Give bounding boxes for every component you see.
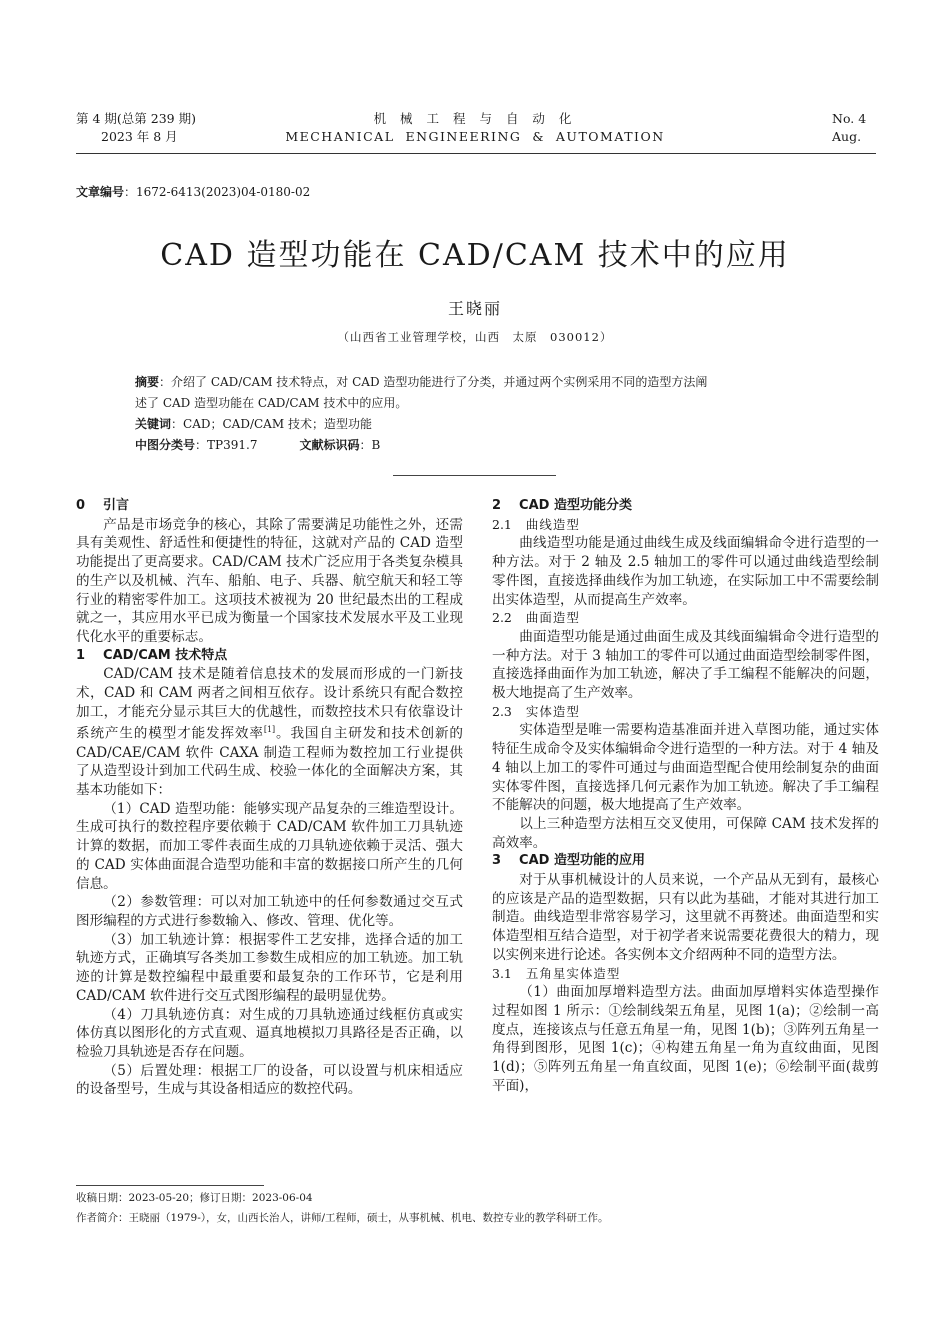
clc-label: 中图分类号 (135, 438, 196, 452)
classification (135, 435, 825, 456)
journal-name-en: MECHANICAL ENGINEERING & AUTOMATION (285, 129, 665, 144)
doc-code-value: ：B (359, 438, 381, 452)
subsection-number: 2.3 (492, 703, 512, 719)
paragraph (76, 665, 463, 799)
paragraph: 实体造型是唯一需要构造基准面并进入草图功能，通过实体特征生成命令及实体编辑命令进行造型的一种方法。对于 4 轴及 4 轴以上加工的零件可通过与曲面造型配合使用绘制复杂的曲面实体零件图，直接选择几何元素作为加工轨迹。解决了手工编程不能解决的问题，极大地提高了生产效率。 (492, 722, 879, 814)
section-title: CAD 造型功能分类 (519, 498, 632, 513)
subsection-title: 五角星实体造型 (525, 965, 621, 981)
section-heading (76, 497, 463, 516)
article-number-value: ：1672-6413(2023)04-0180-02 (124, 185, 311, 199)
header-month: Aug. (832, 129, 862, 144)
subsection-heading (492, 516, 879, 535)
subsection-number: 3.1 (492, 965, 512, 981)
section-heading (492, 852, 879, 871)
paragraph: 以上三种造型方法相互交叉使用，可保障 CAM 技术发挥的高效率。 (492, 815, 879, 851)
list-item: （2）参数管理：可以对加工轨迹中的任何参数通过交互式图形编程的方式进行参数输入、修改、管理、优化等。 (76, 894, 463, 929)
keywords-value: ：CAD；CAD/CAM 技术；造型功能 (171, 417, 372, 431)
subsection-heading (492, 703, 879, 722)
keywords (135, 414, 825, 435)
paragraph-text: 。我国自主研发和技术创新的 CAD/CAE/CAM 软件 CAXA 制造工程师为数控加工行业提供了从造型设计到加工代码生成、校验一体化的全面解决方案，其基本功能如下： (76, 725, 463, 799)
subsection-heading (492, 965, 879, 984)
clc-value: ：TP391.7 (195, 438, 258, 452)
author: 王晓丽 (447, 299, 502, 318)
header-issue-number: 第 4 期(总第 239 期) (76, 111, 196, 126)
subsection-title: 曲线造型 (525, 516, 580, 532)
abstract-text-1: ：介绍了 CAD/CAM 技术特点，对 CAD 造型功能进行了分类，并通过两个实例采用不同的造型方法阐 (159, 375, 708, 389)
affiliation: （山西省工业管理学校，山西 太原 030012） (337, 330, 613, 344)
list-item: （5）后置处理：根据工厂的设备，可以设置与机床相适应的设备型号，生成与其设备相适应的数控代码。 (76, 1062, 463, 1098)
section-number: 1 (76, 647, 86, 663)
abstract-label: 摘要 (135, 375, 160, 389)
paragraph: （1）曲面加厚增料造型方法。曲面加厚增料实体造型操作过程如图 1 所示：①绘制线架五角星，见图 1(a)；②绘制一高度点，连接该点与任意五角星一角，见图 1(b)；③阵列五角星一角得到图形，见图 1(c)；④构建五角星一角为直纹曲面，见图 1(d)；⑤阵列五角星一角直纹面，见图 1(e)；⑥绘制平面(裁剪平面)， (492, 984, 879, 1094)
citation[interactable]: [1] (263, 725, 276, 735)
subsection-number: 2.2 (492, 610, 512, 626)
page-title: CAD 造型功能在 CAD/CAM 技术中的应用 (160, 238, 790, 273)
section-number: 2 (492, 498, 502, 513)
abstract-line-1 (135, 372, 825, 393)
subsection-heading (492, 609, 879, 628)
section-heading (76, 647, 463, 666)
paragraph: 曲面造型功能是通过曲面生成及其线面编辑命令进行造型的一种方法。对于 3 轴加工的零件可以通过曲面造型绘制零件图，直接选择曲面作为加工轨迹，解决了手工编程不能解决的问题，极大地提高了生产效率。 (492, 628, 879, 702)
subsection-number: 2.1 (492, 516, 512, 532)
keywords-label: 关键词 (135, 417, 172, 431)
doc-code-label: 文献标识码 (299, 438, 360, 452)
paragraph: 产品是市场竞争的核心，其除了需要满足功能性之外，还需具有美观性、舒适性和便捷性的特征，这就对产品的 CAD 造型功能提出了更高要求。CAD/CAM 技术广泛应用于各类复杂模具的生产以及机械、汽车、船舶、电子、兵器、航空航天和轻工等行业的精密零件加工。这项技术被视为 20 世纪最杰出的工程成就之一，其应用水平已成为衡量一个国家技术发展水平及工业现代化水平的重要标志。 (76, 516, 463, 645)
paragraph: 曲线造型功能是通过曲线生成及线面编辑命令进行造型的一种方法。对于 2 轴及 2.5 轴加工的零件可以通过曲线造型绘制零件图，直接选择曲线作为加工轨迹，在实际加工中不需要绘制出实体造型，从而提高生产效率。 (492, 535, 879, 608)
left-column (76, 497, 463, 1099)
list-item: （4）刀具轨迹仿真：对生成的刀具轨迹通过线框仿真或实体仿真以图形化的方式直观、逼真地模拟刀具路径是否正确，以检验刀具轨迹是否存在问题。 (76, 1006, 463, 1060)
right-column (492, 497, 879, 1096)
footnote-divider (76, 1185, 264, 1186)
paragraph: 对于从事机械设计的人员来说，一个产品从无到有，最核心的应该是产品的造型数据，只有以此为基础，才能对其进行加工制造。曲线造型非常容易学习，这里就不再赘述。曲面造型和实体造型相互结合造型，对于初学者来说需要花费很大的精力，现以实例来进行论述。各实例本文介绍两种不同的造型方法。 (492, 872, 879, 963)
abstract-line-2: 述了 CAD 造型功能在 CAD/CAM 技术中的应用。 (135, 396, 408, 410)
paragraph-text: CAD/CAM 技术是随着信息技术的发展而形成的一门新技术，CAD 和 CAM 两者之间相互依存。设计系统只有配合数控加工，才能充分显示其巨大的优越性，而数控技术只有依靠设计系统产生的模型才能发挥效率 (76, 666, 463, 742)
section-title: 引言 (103, 498, 130, 513)
list-item: （1）CAD 造型功能：能够实现产品复杂的三维造型设计。生成可执行的数控程序要依赖于 CAD/CAM 软件加工刀具轨迹计算的数据，而加工零件表面生成的刀具轨迹依赖于灵活、强大的 CAD 实体曲面混合造型功能和丰富的数据接口所产生的几何信息。 (76, 800, 463, 892)
header-journal (0, 110, 950, 146)
journal-name-cn: 机 械 工 程 与 自 动 化 (373, 111, 577, 126)
header-divider (76, 153, 876, 154)
section-title: CAD/CAM 技术特点 (103, 647, 228, 663)
subsection-title: 实体造型 (525, 703, 580, 719)
section-heading (492, 497, 879, 516)
footnote-dates: 收稿日期：2023-05-20；修订日期：2023-06-04 (76, 1192, 313, 1204)
section-title: CAD 造型功能的应用 (519, 853, 645, 869)
article-number-label: 文章编号 (76, 185, 125, 199)
article-number (76, 183, 310, 200)
abstract-block (135, 372, 825, 456)
header-number (832, 110, 866, 146)
section-number: 0 (76, 498, 86, 513)
subsection-title: 曲面造型 (525, 610, 580, 626)
abstract-divider (393, 475, 556, 476)
header-no: No. 4 (832, 111, 867, 126)
section-number: 3 (492, 853, 502, 869)
header-issue-date: 2023 年 8 月 (101, 129, 178, 144)
footnote-author-bio: 作者简介：王晓丽（1979-），女，山西长治人，讲师/工程师，硕士，从事机械、机电、数控专业的教学科研工作。 (76, 1212, 609, 1224)
list-item: （3）加工轨迹计算：根据零件工艺安排，选择合适的加工轨迹方式，正确填写各类加工参数生成相应的加工轨迹。加工轨迹的计算是数控编程中最重要和最复杂的工作环节，它是利用 CAD/CAM 软件进行交互式图形编程的最明显优势。 (76, 931, 463, 1004)
